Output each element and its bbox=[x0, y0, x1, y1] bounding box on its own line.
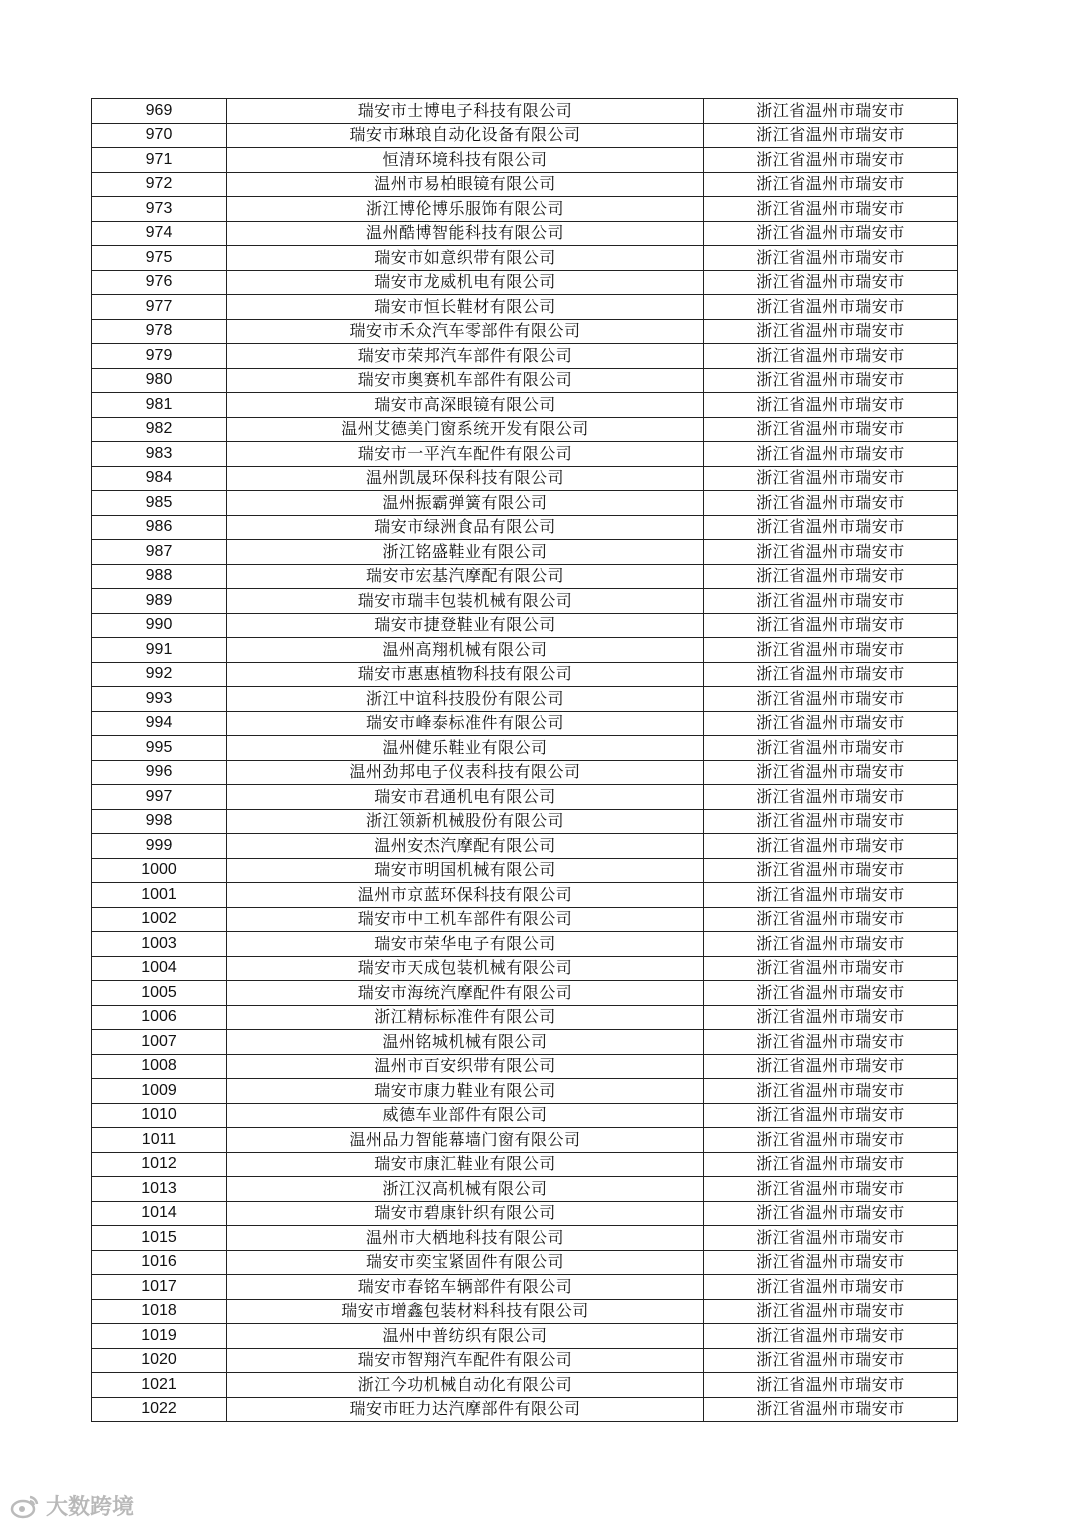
row-number: 1010 bbox=[92, 1103, 227, 1128]
company-location: 浙江省温州市瑞安市 bbox=[704, 491, 958, 516]
company-location: 浙江省温州市瑞安市 bbox=[704, 613, 958, 638]
company-name: 瑞安市禾众汽车零部件有限公司 bbox=[227, 319, 704, 344]
table-row bbox=[92, 760, 958, 785]
table-row bbox=[92, 883, 958, 908]
table-row bbox=[92, 491, 958, 516]
company-name: 瑞安市捷登鞋业有限公司 bbox=[227, 613, 704, 638]
row-number: 971 bbox=[92, 148, 227, 173]
table-row bbox=[92, 1005, 958, 1030]
company-name: 瑞安市明国机械有限公司 bbox=[227, 858, 704, 883]
company-location: 浙江省温州市瑞安市 bbox=[704, 466, 958, 491]
company-table-body bbox=[92, 99, 958, 1422]
company-location: 浙江省温州市瑞安市 bbox=[704, 1005, 958, 1030]
table-row bbox=[92, 466, 958, 491]
company-location: 浙江省温州市瑞安市 bbox=[704, 1030, 958, 1055]
row-number: 1013 bbox=[92, 1177, 227, 1202]
row-number: 1004 bbox=[92, 956, 227, 981]
company-name: 浙江今功机械自动化有限公司 bbox=[227, 1373, 704, 1398]
table-row bbox=[92, 1103, 958, 1128]
company-location: 浙江省温州市瑞安市 bbox=[704, 858, 958, 883]
company-location: 浙江省温州市瑞安市 bbox=[704, 246, 958, 271]
company-name: 瑞安市天成包装机械有限公司 bbox=[227, 956, 704, 981]
table-row bbox=[92, 417, 958, 442]
row-number: 978 bbox=[92, 319, 227, 344]
company-location: 浙江省温州市瑞安市 bbox=[704, 956, 958, 981]
weibo-style-logo-icon bbox=[10, 1493, 40, 1519]
table-row bbox=[92, 393, 958, 418]
company-name: 浙江博伦博乐服饰有限公司 bbox=[227, 197, 704, 222]
table-row bbox=[92, 515, 958, 540]
company-location: 浙江省温州市瑞安市 bbox=[704, 589, 958, 614]
company-name: 浙江精标标准件有限公司 bbox=[227, 1005, 704, 1030]
table-row bbox=[92, 907, 958, 932]
row-number: 999 bbox=[92, 834, 227, 859]
table-row bbox=[92, 932, 958, 957]
table-row bbox=[92, 1324, 958, 1349]
row-number: 992 bbox=[92, 662, 227, 687]
row-number: 1015 bbox=[92, 1226, 227, 1251]
company-location: 浙江省温州市瑞安市 bbox=[704, 932, 958, 957]
company-location: 浙江省温州市瑞安市 bbox=[704, 540, 958, 565]
table-row bbox=[92, 687, 958, 712]
company-location: 浙江省温州市瑞安市 bbox=[704, 270, 958, 295]
company-location: 浙江省温州市瑞安市 bbox=[704, 123, 958, 148]
table-row bbox=[92, 148, 958, 173]
table-row bbox=[92, 1030, 958, 1055]
company-location: 浙江省温州市瑞安市 bbox=[704, 564, 958, 589]
company-location: 浙江省温州市瑞安市 bbox=[704, 809, 958, 834]
company-name: 瑞安市高深眼镜有限公司 bbox=[227, 393, 704, 418]
company-name: 瑞安市士博电子科技有限公司 bbox=[227, 99, 704, 124]
company-name: 瑞安市绿洲食品有限公司 bbox=[227, 515, 704, 540]
row-number: 1007 bbox=[92, 1030, 227, 1055]
table-row bbox=[92, 1397, 958, 1422]
table-row bbox=[92, 1250, 958, 1275]
company-name: 温州劲邦电子仪表科技有限公司 bbox=[227, 760, 704, 785]
watermark bbox=[10, 1490, 134, 1521]
company-location: 浙江省温州市瑞安市 bbox=[704, 417, 958, 442]
table-row bbox=[92, 1299, 958, 1324]
company-location: 浙江省温州市瑞安市 bbox=[704, 1054, 958, 1079]
table-row bbox=[92, 638, 958, 663]
table-row bbox=[92, 1348, 958, 1373]
company-location: 浙江省温州市瑞安市 bbox=[704, 1177, 958, 1202]
watermark-text: 大数跨境 bbox=[46, 1495, 135, 1520]
table-row bbox=[92, 270, 958, 295]
company-location: 浙江省温州市瑞安市 bbox=[704, 1128, 958, 1153]
table-row bbox=[92, 711, 958, 736]
row-number: 1017 bbox=[92, 1275, 227, 1300]
table-row bbox=[92, 736, 958, 761]
company-location: 浙江省温州市瑞安市 bbox=[704, 99, 958, 124]
row-number: 995 bbox=[92, 736, 227, 761]
table-row bbox=[92, 1373, 958, 1398]
company-table bbox=[91, 98, 958, 1422]
row-number: 1009 bbox=[92, 1079, 227, 1104]
row-number: 991 bbox=[92, 638, 227, 663]
row-number: 976 bbox=[92, 270, 227, 295]
company-name: 瑞安市奥赛机车部件有限公司 bbox=[227, 368, 704, 393]
row-number: 1011 bbox=[92, 1128, 227, 1153]
row-number: 996 bbox=[92, 760, 227, 785]
row-number: 1001 bbox=[92, 883, 227, 908]
company-name: 温州安杰汽摩配有限公司 bbox=[227, 834, 704, 859]
company-location: 浙江省温州市瑞安市 bbox=[704, 711, 958, 736]
table-row bbox=[92, 564, 958, 589]
company-location: 浙江省温州市瑞安市 bbox=[704, 442, 958, 467]
company-location: 浙江省温州市瑞安市 bbox=[704, 638, 958, 663]
row-number: 1006 bbox=[92, 1005, 227, 1030]
company-location: 浙江省温州市瑞安市 bbox=[704, 785, 958, 810]
company-location: 浙江省温州市瑞安市 bbox=[704, 760, 958, 785]
row-number: 1000 bbox=[92, 858, 227, 883]
table-row bbox=[92, 246, 958, 271]
company-location: 浙江省温州市瑞安市 bbox=[704, 1348, 958, 1373]
row-number: 1012 bbox=[92, 1152, 227, 1177]
company-name: 瑞安市智翔汽车配件有限公司 bbox=[227, 1348, 704, 1373]
company-location: 浙江省温州市瑞安市 bbox=[704, 1201, 958, 1226]
company-location: 浙江省温州市瑞安市 bbox=[704, 1226, 958, 1251]
table-row bbox=[92, 1079, 958, 1104]
company-location: 浙江省温州市瑞安市 bbox=[704, 319, 958, 344]
company-location: 浙江省温州市瑞安市 bbox=[704, 393, 958, 418]
company-name: 瑞安市如意织带有限公司 bbox=[227, 246, 704, 271]
company-name: 瑞安市惠惠植物科技有限公司 bbox=[227, 662, 704, 687]
table-row bbox=[92, 442, 958, 467]
table-row bbox=[92, 809, 958, 834]
company-location: 浙江省温州市瑞安市 bbox=[704, 981, 958, 1006]
company-location: 浙江省温州市瑞安市 bbox=[704, 1079, 958, 1104]
row-number: 980 bbox=[92, 368, 227, 393]
company-location: 浙江省温州市瑞安市 bbox=[704, 1103, 958, 1128]
company-name: 浙江汉高机械有限公司 bbox=[227, 1177, 704, 1202]
company-name: 瑞安市中工机车部件有限公司 bbox=[227, 907, 704, 932]
company-location: 浙江省温州市瑞安市 bbox=[704, 907, 958, 932]
table-row bbox=[92, 1054, 958, 1079]
company-name: 温州市京蓝环保科技有限公司 bbox=[227, 883, 704, 908]
row-number: 970 bbox=[92, 123, 227, 148]
company-location: 浙江省温州市瑞安市 bbox=[704, 687, 958, 712]
table-row bbox=[92, 123, 958, 148]
table-row bbox=[92, 319, 958, 344]
company-name: 温州振霸弹簧有限公司 bbox=[227, 491, 704, 516]
row-number: 985 bbox=[92, 491, 227, 516]
table-row bbox=[92, 834, 958, 859]
company-name: 瑞安市一平汽车配件有限公司 bbox=[227, 442, 704, 467]
company-name: 瑞安市瑞丰包装机械有限公司 bbox=[227, 589, 704, 614]
row-number: 997 bbox=[92, 785, 227, 810]
company-location: 浙江省温州市瑞安市 bbox=[704, 1250, 958, 1275]
row-number: 969 bbox=[92, 99, 227, 124]
company-location: 浙江省温州市瑞安市 bbox=[704, 148, 958, 173]
company-name: 浙江领新机械股份有限公司 bbox=[227, 809, 704, 834]
company-name: 瑞安市海统汽摩配件有限公司 bbox=[227, 981, 704, 1006]
company-name: 温州市易柏眼镜有限公司 bbox=[227, 172, 704, 197]
row-number: 993 bbox=[92, 687, 227, 712]
company-location: 浙江省温州市瑞安市 bbox=[704, 736, 958, 761]
company-name: 瑞安市荣邦汽车部件有限公司 bbox=[227, 344, 704, 369]
row-number: 1003 bbox=[92, 932, 227, 957]
company-name: 温州酷博智能科技有限公司 bbox=[227, 221, 704, 246]
company-name: 瑞安市琳琅自动化设备有限公司 bbox=[227, 123, 704, 148]
table-row bbox=[92, 172, 958, 197]
company-location: 浙江省温州市瑞安市 bbox=[704, 368, 958, 393]
company-location: 浙江省温州市瑞安市 bbox=[704, 1152, 958, 1177]
table-row bbox=[92, 785, 958, 810]
company-name: 瑞安市宏基汽摩配有限公司 bbox=[227, 564, 704, 589]
row-number: 994 bbox=[92, 711, 227, 736]
company-name: 瑞安市增鑫包装材料科技有限公司 bbox=[227, 1299, 704, 1324]
row-number: 1008 bbox=[92, 1054, 227, 1079]
table-row bbox=[92, 956, 958, 981]
company-name: 瑞安市康力鞋业有限公司 bbox=[227, 1079, 704, 1104]
company-name: 瑞安市荣华电子有限公司 bbox=[227, 932, 704, 957]
row-number: 1016 bbox=[92, 1250, 227, 1275]
company-name: 瑞安市春铭车辆部件有限公司 bbox=[227, 1275, 704, 1300]
company-location: 浙江省温州市瑞安市 bbox=[704, 295, 958, 320]
company-location: 浙江省温州市瑞安市 bbox=[704, 1299, 958, 1324]
company-name: 温州艾德美门窗系统开发有限公司 bbox=[227, 417, 704, 442]
table-row bbox=[92, 221, 958, 246]
table-row bbox=[92, 662, 958, 687]
company-name: 浙江铭盛鞋业有限公司 bbox=[227, 540, 704, 565]
row-number: 975 bbox=[92, 246, 227, 271]
row-number: 979 bbox=[92, 344, 227, 369]
table-row bbox=[92, 540, 958, 565]
row-number: 974 bbox=[92, 221, 227, 246]
company-name: 瑞安市康汇鞋业有限公司 bbox=[227, 1152, 704, 1177]
row-number: 988 bbox=[92, 564, 227, 589]
table-row bbox=[92, 197, 958, 222]
company-location: 浙江省温州市瑞安市 bbox=[704, 1373, 958, 1398]
table-row bbox=[92, 1152, 958, 1177]
row-number: 977 bbox=[92, 295, 227, 320]
row-number: 1005 bbox=[92, 981, 227, 1006]
table-row bbox=[92, 1275, 958, 1300]
company-location: 浙江省温州市瑞安市 bbox=[704, 221, 958, 246]
row-number: 1002 bbox=[92, 907, 227, 932]
row-number: 989 bbox=[92, 589, 227, 614]
company-location: 浙江省温州市瑞安市 bbox=[704, 662, 958, 687]
row-number: 983 bbox=[92, 442, 227, 467]
company-name: 瑞安市旺力达汽摩部件有限公司 bbox=[227, 1397, 704, 1422]
row-number: 1014 bbox=[92, 1201, 227, 1226]
company-name: 恒清环境科技有限公司 bbox=[227, 148, 704, 173]
company-name: 温州铭城机械有限公司 bbox=[227, 1030, 704, 1055]
company-name: 浙江中谊科技股份有限公司 bbox=[227, 687, 704, 712]
company-name: 温州中普纺织有限公司 bbox=[227, 1324, 704, 1349]
row-number: 981 bbox=[92, 393, 227, 418]
company-name: 瑞安市龙威机电有限公司 bbox=[227, 270, 704, 295]
table-row bbox=[92, 295, 958, 320]
company-location: 浙江省温州市瑞安市 bbox=[704, 197, 958, 222]
company-name: 瑞安市君通机电有限公司 bbox=[227, 785, 704, 810]
row-number: 1021 bbox=[92, 1373, 227, 1398]
company-name: 瑞安市奕宝紧固件有限公司 bbox=[227, 1250, 704, 1275]
table-row bbox=[92, 1128, 958, 1153]
company-name: 瑞安市峰泰标准件有限公司 bbox=[227, 711, 704, 736]
company-name: 温州品力智能幕墙门窗有限公司 bbox=[227, 1128, 704, 1153]
table-row bbox=[92, 99, 958, 124]
table-row bbox=[92, 613, 958, 638]
table-row bbox=[92, 858, 958, 883]
table-row bbox=[92, 981, 958, 1006]
company-name: 温州凯晟环保科技有限公司 bbox=[227, 466, 704, 491]
company-location: 浙江省温州市瑞安市 bbox=[704, 1275, 958, 1300]
company-name: 温州高翔机械有限公司 bbox=[227, 638, 704, 663]
table-row bbox=[92, 1201, 958, 1226]
company-name: 温州健乐鞋业有限公司 bbox=[227, 736, 704, 761]
row-number: 1020 bbox=[92, 1348, 227, 1373]
row-number: 990 bbox=[92, 613, 227, 638]
company-name: 温州市大栖地科技有限公司 bbox=[227, 1226, 704, 1251]
company-location: 浙江省温州市瑞安市 bbox=[704, 515, 958, 540]
company-location: 浙江省温州市瑞安市 bbox=[704, 834, 958, 859]
company-name: 瑞安市碧康针织有限公司 bbox=[227, 1201, 704, 1226]
table-row bbox=[92, 589, 958, 614]
row-number: 1019 bbox=[92, 1324, 227, 1349]
company-name: 温州市百安织带有限公司 bbox=[227, 1054, 704, 1079]
company-list-sheet bbox=[91, 98, 958, 1422]
company-location: 浙江省温州市瑞安市 bbox=[704, 1397, 958, 1422]
row-number: 998 bbox=[92, 809, 227, 834]
table-row bbox=[92, 368, 958, 393]
company-location: 浙江省温州市瑞安市 bbox=[704, 344, 958, 369]
company-location: 浙江省温州市瑞安市 bbox=[704, 1324, 958, 1349]
company-location: 浙江省温州市瑞安市 bbox=[704, 172, 958, 197]
row-number: 984 bbox=[92, 466, 227, 491]
row-number: 982 bbox=[92, 417, 227, 442]
company-name: 威德车业部件有限公司 bbox=[227, 1103, 704, 1128]
row-number: 972 bbox=[92, 172, 227, 197]
table-row bbox=[92, 1177, 958, 1202]
company-location: 浙江省温州市瑞安市 bbox=[704, 883, 958, 908]
row-number: 1022 bbox=[92, 1397, 227, 1422]
table-row bbox=[92, 1226, 958, 1251]
row-number: 987 bbox=[92, 540, 227, 565]
table-row bbox=[92, 344, 958, 369]
company-name: 瑞安市恒长鞋材有限公司 bbox=[227, 295, 704, 320]
row-number: 1018 bbox=[92, 1299, 227, 1324]
row-number: 986 bbox=[92, 515, 227, 540]
row-number: 973 bbox=[92, 197, 227, 222]
